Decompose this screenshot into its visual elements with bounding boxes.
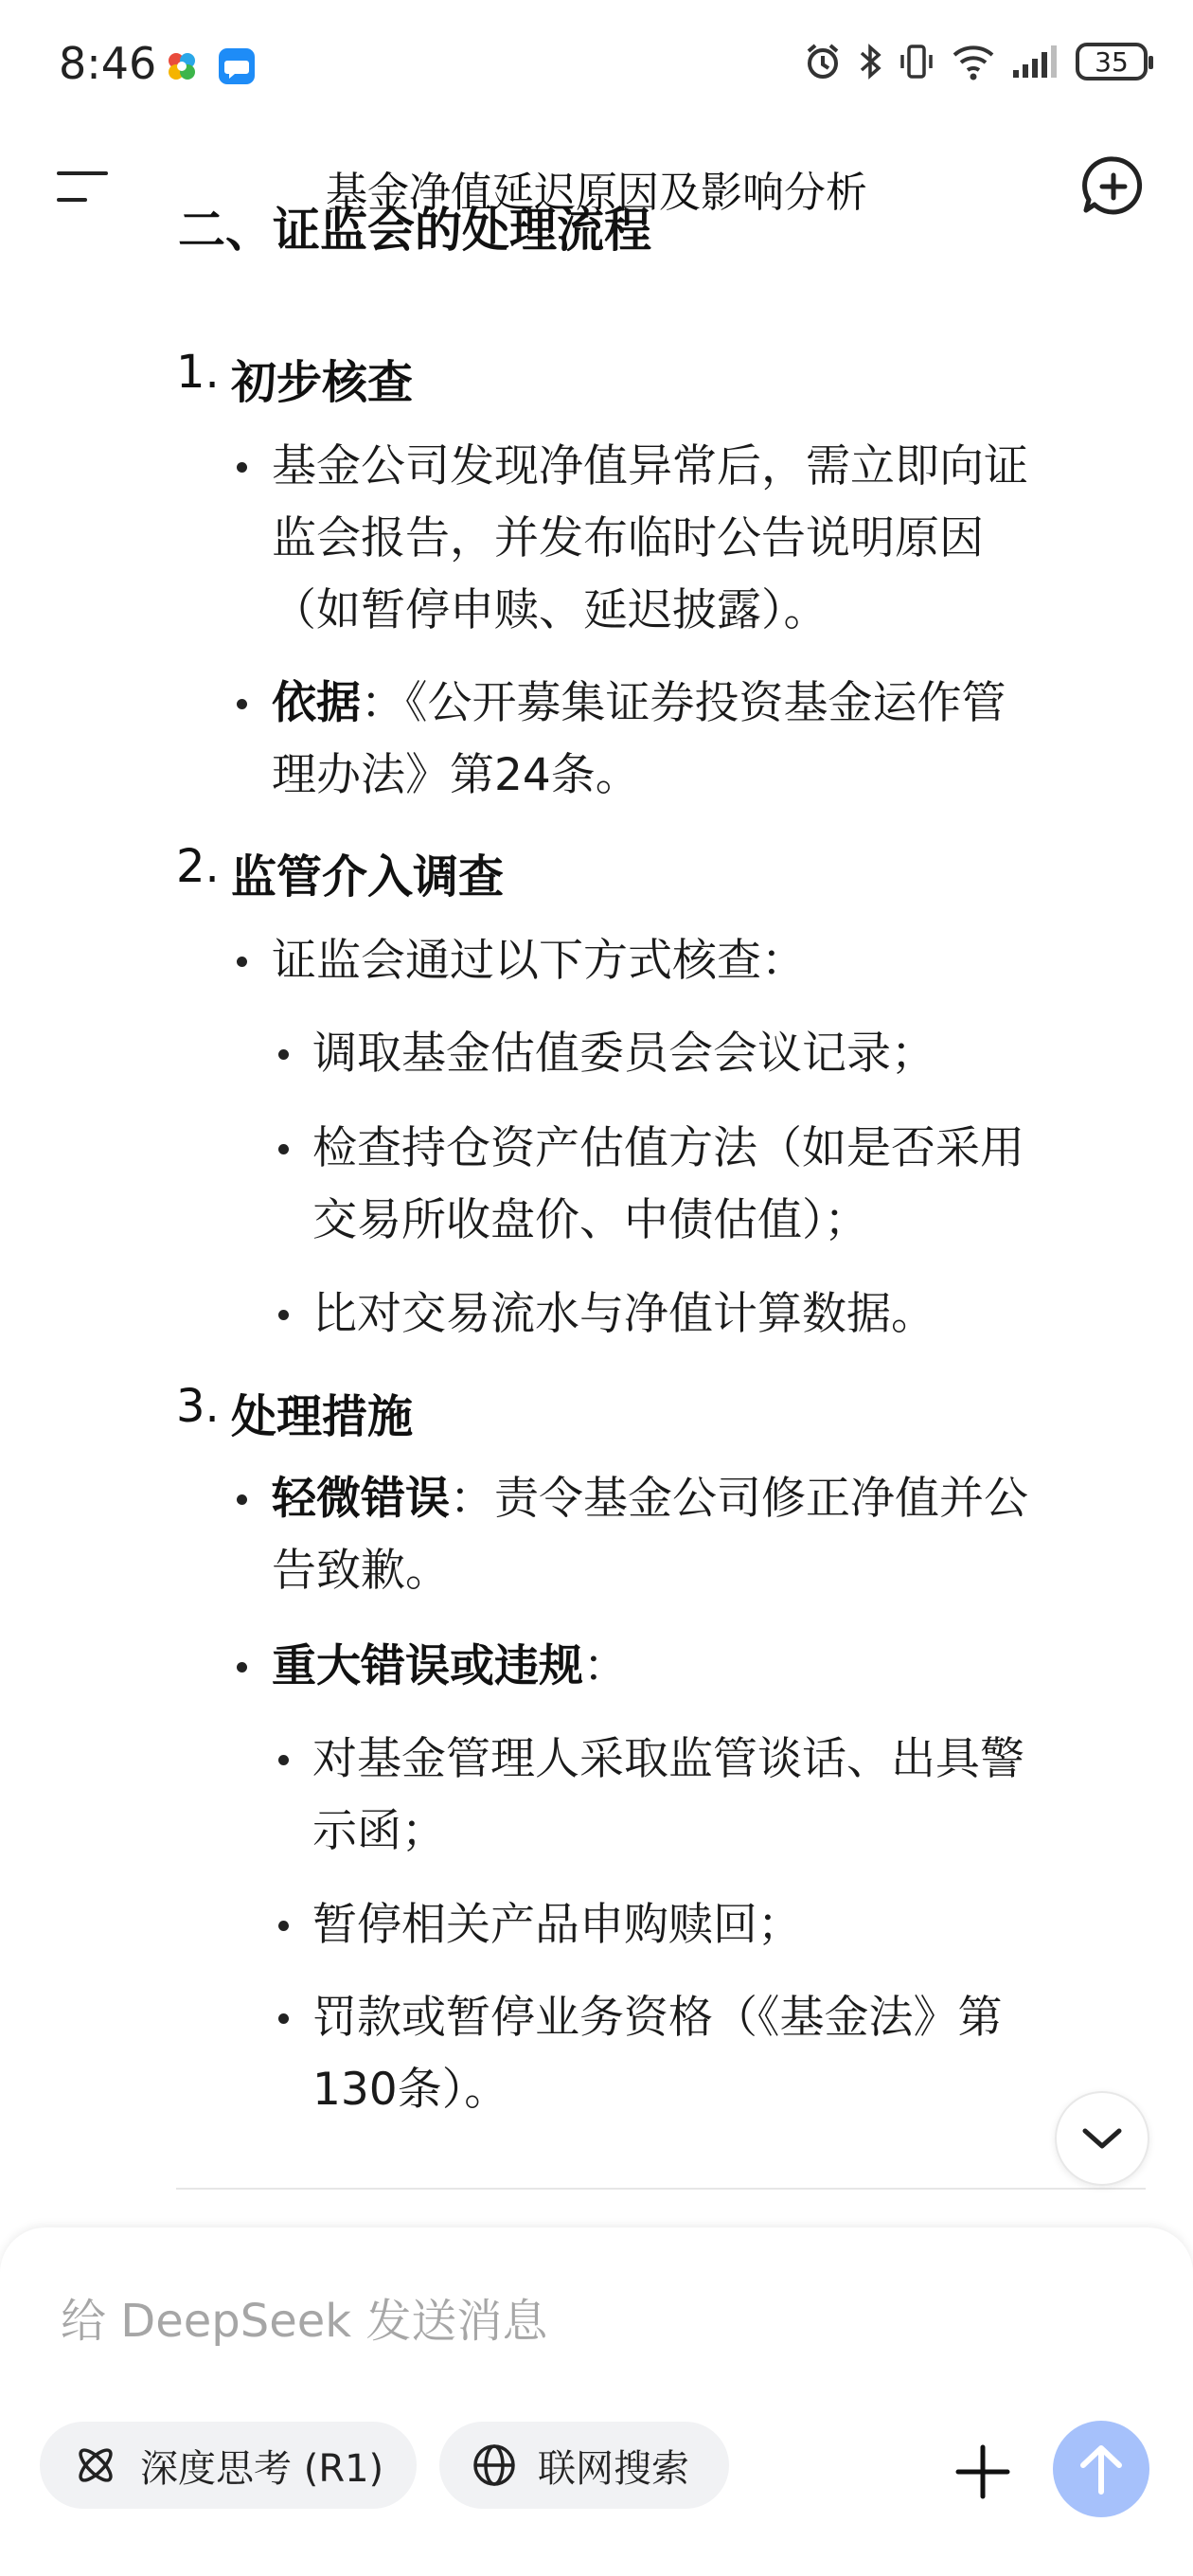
deep-think-label: 深度思考 (R1)	[140, 2446, 384, 2491]
list-item-bold: 依据	[272, 677, 361, 729]
list-item-line: 监会报告，并发布临时公告说明原因	[272, 512, 984, 564]
bullet-dot	[278, 1310, 289, 1320]
list-item-line: ：	[583, 1640, 628, 1692]
list-item-line: 检查持仓资产估值方法（如是否采用	[312, 1122, 1024, 1174]
signal-icon	[1011, 42, 1060, 81]
battery-level: 35	[1095, 45, 1129, 78]
scroll-to-bottom-button[interactable]	[1055, 2091, 1149, 2186]
message-app-icon	[218, 47, 256, 85]
status-time: 8:46	[59, 38, 157, 89]
status-app-icons	[163, 47, 256, 85]
ordered-item-title: 监管介入调查	[231, 850, 505, 903]
list-item-line: 交易所收盘价、中债估值）；	[312, 1194, 869, 1246]
bullet-dot	[278, 1144, 289, 1154]
status-bar	[0, 0, 1193, 137]
list-item-line: ：《公开募集证券投资基金运作管	[361, 677, 1006, 729]
list-item-bold: 轻微错误	[272, 1473, 450, 1525]
web-search-button[interactable]	[439, 2422, 729, 2509]
message-composer	[0, 2227, 1193, 2576]
list-item-line: （如暂停申赎、延迟披露）。	[272, 584, 828, 636]
bullet-dot	[237, 1494, 247, 1505]
ordered-item-title: 处理措施	[231, 1390, 414, 1443]
bullet-dot	[237, 957, 247, 967]
list-item-line: 基金公司发现净值异常后，需立即向证	[272, 440, 1028, 492]
web-search-label: 联网搜索	[538, 2446, 689, 2491]
bullet-dot	[278, 1921, 289, 1931]
list-item-line: 理办法》第24条。	[272, 749, 640, 801]
list-item-line: 比对交易流水与净值计算数据。	[312, 1288, 935, 1340]
conversation-title: 基金净值延迟原因及影响分析	[326, 169, 867, 217]
alarm-icon	[803, 42, 843, 81]
battery-icon	[1076, 43, 1148, 80]
list-item-line: 告致歉。	[272, 1545, 450, 1597]
message-content	[0, 203, 1193, 2226]
bullet-dot	[278, 1755, 289, 1765]
vibrate-icon	[898, 42, 935, 81]
deep-think-button[interactable]	[40, 2422, 417, 2509]
list-item-line: ：责令基金公司修正净值并公	[450, 1473, 1028, 1525]
section-heading: 二、证监会的处理流程	[178, 203, 651, 258]
bullet-dot	[278, 2013, 289, 2024]
bluetooth-icon	[858, 42, 882, 81]
message-input[interactable]: 给 DeepSeek 发送消息	[61, 2295, 548, 2348]
list-item-bold: 重大错误或违规	[272, 1640, 583, 1692]
list-item-line: 暂停相关产品申购赎回；	[312, 1899, 802, 1951]
list-item-line: 证监会通过以下方式核查：	[272, 935, 806, 987]
new-chat-icon[interactable]	[1081, 154, 1146, 219]
ordered-item-number: 1.	[176, 346, 220, 399]
status-icons	[803, 42, 1148, 81]
wifi-icon	[951, 42, 996, 81]
pinwheel-app-icon	[163, 47, 201, 85]
globe-icon	[472, 2442, 517, 2488]
bullet-dot	[237, 699, 247, 709]
ordered-item-title: 初步核查	[231, 356, 414, 409]
send-button[interactable]	[1053, 2421, 1149, 2517]
divider	[176, 2188, 1146, 2190]
arrow-up-icon	[1077, 2442, 1125, 2496]
list-item-line: 罚款或暂停业务资格（《基金法》第	[312, 1992, 1003, 2044]
bullet-dot	[237, 462, 247, 473]
list-item-line: 示函；	[312, 1805, 446, 1857]
ordered-item-number: 3.	[176, 1380, 220, 1433]
ordered-item-number: 2.	[176, 840, 220, 893]
list-item-line: 调取基金估值委员会会议记录；	[312, 1028, 935, 1080]
plus-icon[interactable]	[953, 2442, 1013, 2502]
atom-icon	[72, 2442, 119, 2489]
list-item-line: 对基金管理人采取监管谈话、出具警	[312, 1733, 1024, 1785]
chevron-down-icon	[1081, 2125, 1123, 2152]
bullet-dot	[278, 1049, 289, 1060]
bullet-dot	[237, 1662, 247, 1673]
list-item-line: 130条）。	[312, 2064, 509, 2116]
